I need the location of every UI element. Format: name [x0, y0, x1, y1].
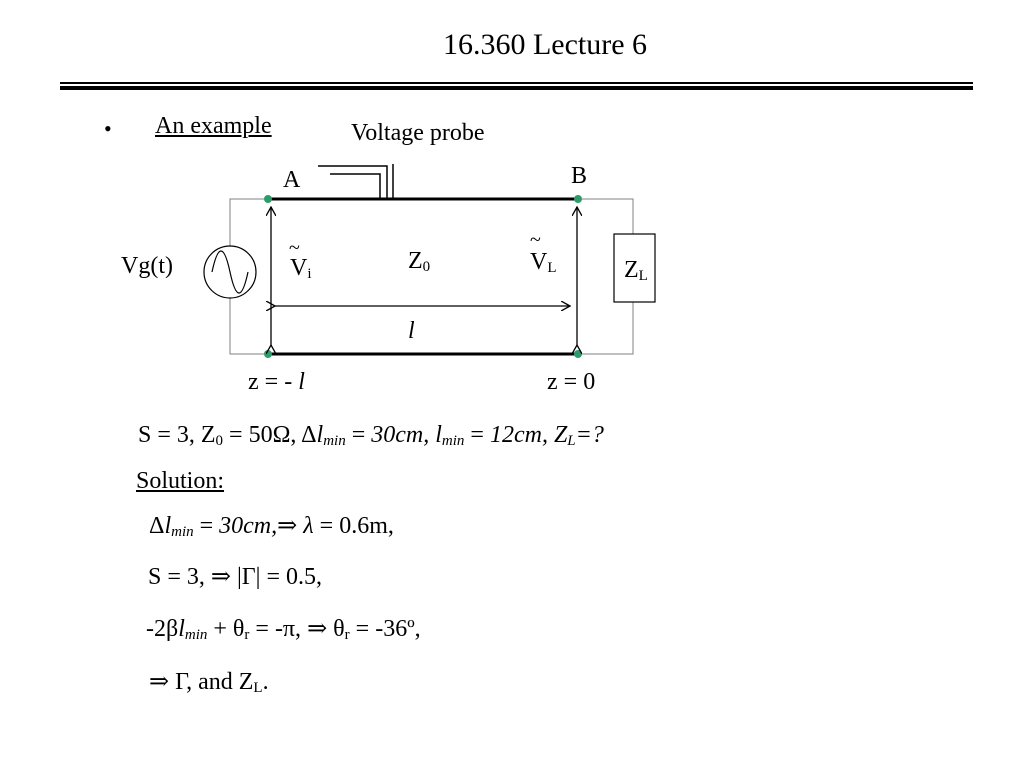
- node-a-top-dot: [264, 195, 272, 203]
- solution-heading: Solution:: [136, 468, 225, 494]
- z-right-position: z = 0: [547, 369, 596, 395]
- generator-symbol: [204, 246, 256, 298]
- section-heading: An example: [155, 113, 272, 139]
- length-label: l: [408, 318, 415, 344]
- zl-label: $Z_L$: [624, 257, 648, 284]
- z0-label: $Z_0$: [408, 248, 431, 275]
- node-b-top-dot: [574, 195, 582, 203]
- solution-step-3: -2βlmin + θr = -π, ⇒ θr = -36º,: [146, 616, 421, 643]
- voltage-probe-label: Voltage probe: [351, 120, 485, 146]
- bullet-marker: •: [104, 116, 112, 141]
- source-label: Vg(t): [121, 253, 173, 279]
- solution-step-1: Δlmin = 30cm,⇒ λ = 0.6m,: [149, 513, 394, 540]
- node-b-label: B: [571, 163, 588, 189]
- solution-step-4: ⇒ Γ, and ZL.: [149, 669, 269, 696]
- node-b-bottom-dot: [574, 350, 582, 358]
- node-a-label: A: [283, 167, 301, 193]
- given-values: S = 3, Z0 = 50Ω, Δlmin = 30cm, lmin = 12cm, ZL=?: [138, 422, 604, 449]
- vl-tilde: ~: [530, 229, 541, 251]
- page-title: 16.360 Lecture 6: [442, 28, 648, 61]
- z-left-position: z = - l: [248, 369, 305, 395]
- solution-step-2: S = 3, ⇒ |Γ| = 0.5,: [148, 564, 323, 590]
- node-a-bottom-dot: [264, 350, 272, 358]
- vi-label: $V_i$: [290, 255, 312, 282]
- vi-tilde: ~: [289, 237, 300, 259]
- vl-label: $V_L$: [530, 249, 557, 276]
- voltage-probe: [318, 164, 393, 199]
